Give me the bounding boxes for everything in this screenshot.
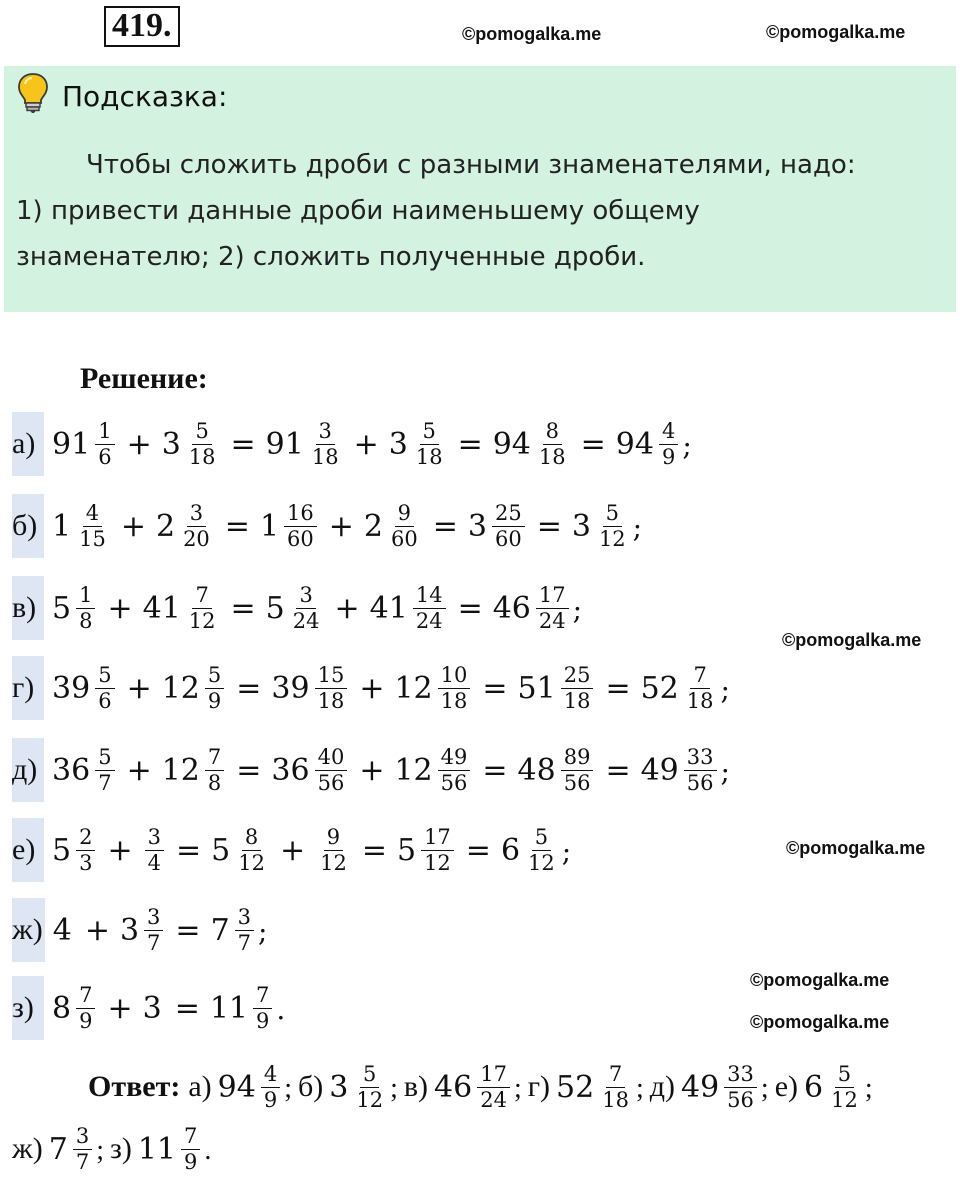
watermark: ©pomogalka.me bbox=[462, 24, 602, 44]
solution-row bbox=[12, 898, 267, 962]
answer-item bbox=[528, 1063, 644, 1110]
denominator: 3 bbox=[79, 850, 93, 875]
fraction bbox=[599, 1063, 632, 1110]
denominator: 12 bbox=[320, 850, 347, 875]
whole-part: 46 bbox=[434, 1069, 473, 1105]
whole-part: 49 bbox=[680, 1069, 720, 1105]
whole-part: 51 bbox=[517, 670, 556, 706]
denominator: 18 bbox=[440, 688, 468, 713]
answer-block bbox=[12, 1056, 952, 1180]
numerator: 4 bbox=[83, 502, 102, 526]
fraction bbox=[525, 826, 558, 873]
fraction bbox=[73, 1125, 92, 1172]
answer-label: ж) bbox=[12, 1132, 43, 1165]
solution-row bbox=[12, 738, 730, 802]
row-label: з) bbox=[12, 976, 44, 1040]
numerator: 4 bbox=[261, 1063, 280, 1087]
operator: = bbox=[230, 590, 256, 626]
solution-title: Решение: bbox=[80, 362, 208, 395]
operator: = bbox=[580, 426, 606, 462]
operator: = bbox=[605, 752, 631, 788]
denominator: 7 bbox=[147, 930, 161, 955]
numerator: 14 bbox=[413, 584, 446, 608]
numerator: 33 bbox=[684, 746, 717, 770]
whole-part: 48 bbox=[517, 752, 556, 788]
answer-item bbox=[404, 1063, 522, 1110]
denominator: 56 bbox=[686, 770, 714, 795]
numerator: 17 bbox=[477, 1063, 510, 1087]
fraction bbox=[145, 826, 164, 873]
expression bbox=[52, 826, 571, 873]
whole-part: 36 bbox=[271, 752, 310, 788]
row-label: б) bbox=[12, 494, 44, 558]
operator: = bbox=[174, 990, 200, 1026]
numerator: 8 bbox=[242, 826, 261, 850]
punctuation: ; bbox=[760, 1072, 769, 1104]
whole-part: 2 bbox=[363, 508, 383, 544]
denominator: 9 bbox=[661, 444, 676, 469]
whole-part: 12 bbox=[161, 670, 200, 706]
fraction bbox=[95, 420, 114, 467]
numerator: 5 bbox=[835, 1063, 854, 1087]
whole-part: 12 bbox=[161, 752, 200, 788]
expression bbox=[52, 664, 730, 711]
expression bbox=[52, 584, 582, 631]
operator: + bbox=[353, 426, 379, 462]
operator: + bbox=[126, 426, 152, 462]
fraction bbox=[413, 420, 446, 467]
denominator: 12 bbox=[356, 1087, 384, 1112]
denominator: 56 bbox=[440, 770, 468, 795]
whole-part: 41 bbox=[369, 590, 408, 626]
numerator: 5 bbox=[95, 746, 114, 770]
numerator: 2 bbox=[76, 826, 95, 850]
fraction bbox=[290, 584, 323, 631]
whole-part: 3 bbox=[467, 508, 487, 544]
fraction bbox=[536, 584, 569, 631]
whole-part: 3 bbox=[329, 1069, 349, 1105]
fraction bbox=[76, 826, 95, 873]
hint-line: Чтобы сложить дроби с разными знаменателями, надо: bbox=[86, 150, 856, 180]
numerator: 40 bbox=[315, 746, 348, 770]
operator: = bbox=[361, 832, 387, 868]
operator: = bbox=[536, 508, 562, 544]
operator: = bbox=[457, 590, 483, 626]
watermark: ©pomogalka.me bbox=[786, 838, 926, 858]
denominator: 12 bbox=[831, 1087, 858, 1112]
punctuation: . bbox=[204, 1134, 212, 1166]
whole-part: 5 bbox=[265, 590, 285, 626]
denominator: 9 bbox=[256, 1008, 270, 1033]
row-label: ж) bbox=[12, 898, 45, 962]
numerator: 7 bbox=[253, 984, 272, 1008]
operator: = bbox=[236, 752, 262, 788]
numerator: 49 bbox=[438, 746, 471, 770]
whole-part: 6 bbox=[804, 1069, 824, 1105]
answer-label: а) bbox=[188, 1070, 212, 1103]
fraction bbox=[315, 664, 348, 711]
operator: = bbox=[224, 508, 250, 544]
operator: = bbox=[465, 832, 491, 868]
punctuation: . bbox=[276, 992, 286, 1026]
whole-part: 3 bbox=[571, 508, 591, 544]
numerator: 3 bbox=[235, 906, 254, 930]
numerator: 8 bbox=[543, 420, 562, 444]
expression bbox=[52, 984, 285, 1031]
solution-row bbox=[12, 412, 692, 476]
fraction bbox=[284, 502, 317, 549]
denominator: 60 bbox=[287, 526, 314, 551]
answer-title: Ответ: bbox=[88, 1070, 181, 1103]
denominator: 9 bbox=[79, 1008, 93, 1033]
fraction bbox=[413, 584, 446, 631]
fraction bbox=[205, 664, 224, 711]
expression bbox=[52, 746, 730, 793]
whole-part: 5 bbox=[211, 832, 231, 868]
numerator: 5 bbox=[603, 502, 622, 526]
whole-part: 3 bbox=[142, 990, 162, 1026]
fraction bbox=[76, 584, 95, 631]
task-number-box: 419. bbox=[104, 6, 180, 47]
denominator: 18 bbox=[538, 444, 566, 469]
fraction bbox=[309, 420, 342, 467]
whole-part: 7 bbox=[210, 912, 230, 948]
denominator: 12 bbox=[528, 850, 555, 875]
row-label: д) bbox=[12, 738, 44, 802]
lightbulb-icon bbox=[16, 72, 50, 114]
denominator: 9 bbox=[263, 1087, 278, 1112]
punctuation: ; bbox=[635, 1072, 644, 1104]
fraction bbox=[421, 826, 454, 873]
fraction bbox=[684, 746, 717, 793]
punctuation: ; bbox=[720, 754, 730, 788]
operator: + bbox=[279, 832, 306, 868]
numerator: 3 bbox=[144, 906, 163, 930]
row-label: в) bbox=[12, 576, 44, 640]
whole-part: 5 bbox=[52, 832, 72, 868]
punctuation: ; bbox=[720, 672, 730, 706]
numerator: 9 bbox=[395, 502, 414, 526]
punctuation: ; bbox=[284, 1072, 292, 1104]
whole-part: 1 bbox=[259, 508, 280, 544]
numerator: 17 bbox=[536, 584, 569, 608]
denominator: 18 bbox=[563, 688, 591, 713]
operator: = bbox=[605, 670, 631, 706]
whole-part: 6 bbox=[500, 832, 521, 868]
operator: + bbox=[126, 752, 152, 788]
answer-line bbox=[12, 1118, 952, 1180]
numerator: 16 bbox=[284, 502, 317, 526]
denominator: 6 bbox=[98, 688, 112, 713]
fraction bbox=[261, 1063, 280, 1110]
solution-row bbox=[12, 976, 285, 1040]
numerator: 1 bbox=[76, 584, 95, 608]
fraction bbox=[317, 826, 350, 873]
whole-part: 39 bbox=[271, 670, 310, 706]
operator: + bbox=[126, 670, 152, 706]
fraction bbox=[659, 420, 678, 467]
expression bbox=[53, 906, 268, 953]
fraction bbox=[684, 664, 717, 711]
denominator: 56 bbox=[563, 770, 591, 795]
operator: = bbox=[175, 912, 201, 948]
fraction bbox=[95, 746, 114, 793]
denominator: 9 bbox=[184, 1149, 198, 1174]
denominator: 7 bbox=[98, 770, 112, 795]
task-number bbox=[104, 6, 180, 47]
denominator: 7 bbox=[237, 930, 252, 955]
operator: + bbox=[334, 590, 360, 626]
fraction bbox=[315, 746, 348, 793]
answer-line bbox=[12, 1056, 952, 1118]
watermark: ©pomogalka.me bbox=[782, 630, 922, 650]
numerator: 5 bbox=[360, 1063, 379, 1087]
whole-part: 11 bbox=[137, 1131, 176, 1167]
row-label: е) bbox=[12, 818, 44, 882]
fraction bbox=[235, 906, 254, 953]
fraction bbox=[76, 984, 95, 1031]
numerator: 17 bbox=[421, 826, 454, 850]
whole-part: 91 bbox=[265, 426, 304, 462]
numerator: 7 bbox=[690, 664, 709, 688]
hint-title: Подсказка: bbox=[62, 80, 228, 113]
solution-row bbox=[12, 494, 642, 558]
operator: + bbox=[107, 990, 133, 1026]
operator: = bbox=[175, 832, 202, 868]
whole-part: 49 bbox=[640, 752, 679, 788]
solution-row bbox=[12, 818, 571, 882]
fraction bbox=[561, 746, 594, 793]
whole-part: 2 bbox=[155, 508, 176, 544]
expression bbox=[52, 502, 642, 549]
hint-line: знаменателю; 2) сложить полученные дроби. bbox=[16, 242, 646, 272]
answer-item bbox=[188, 1063, 292, 1110]
row-label: г) bbox=[12, 656, 44, 720]
whole-part: 12 bbox=[394, 752, 433, 788]
denominator: 18 bbox=[188, 444, 216, 469]
whole-part: 5 bbox=[396, 832, 417, 868]
whole-part: 46 bbox=[492, 590, 531, 626]
answer-label: б) bbox=[297, 1070, 324, 1103]
denominator: 8 bbox=[207, 770, 222, 795]
numerator: 5 bbox=[95, 664, 114, 688]
watermark: ©pomogalka.me bbox=[750, 970, 890, 990]
watermark: ©pomogalka.me bbox=[766, 22, 906, 42]
operator: = bbox=[230, 426, 256, 462]
whole-part: 11 bbox=[209, 990, 249, 1026]
operator: = bbox=[457, 426, 483, 462]
fraction bbox=[536, 420, 569, 467]
punctuation: ; bbox=[682, 428, 692, 462]
denominator: 24 bbox=[480, 1087, 507, 1112]
denominator: 24 bbox=[415, 608, 443, 633]
operator: + bbox=[328, 508, 354, 544]
whole-part: 3 bbox=[119, 912, 140, 948]
punctuation: ; bbox=[258, 914, 268, 948]
operator: = bbox=[482, 752, 508, 788]
fraction bbox=[596, 502, 629, 549]
punctuation: ; bbox=[96, 1134, 104, 1166]
denominator: 12 bbox=[188, 608, 216, 633]
punctuation: ; bbox=[513, 1072, 522, 1104]
denominator: 9 bbox=[207, 688, 222, 713]
answer-item bbox=[12, 1125, 104, 1172]
numerator: 7 bbox=[606, 1063, 625, 1087]
numerator: 7 bbox=[76, 984, 95, 1008]
numerator: 3 bbox=[73, 1125, 92, 1149]
denominator: 15 bbox=[79, 526, 106, 551]
numerator: 9 bbox=[324, 826, 343, 850]
expression bbox=[52, 420, 692, 467]
denominator: 20 bbox=[183, 526, 210, 551]
answer-item bbox=[110, 1125, 211, 1172]
denominator: 6 bbox=[98, 444, 112, 469]
fraction bbox=[477, 1063, 510, 1110]
whole-part: 91 bbox=[52, 426, 91, 462]
whole-part: 94 bbox=[615, 426, 654, 462]
operator: + bbox=[107, 832, 133, 868]
numerator: 3 bbox=[316, 420, 335, 444]
denominator: 18 bbox=[415, 444, 443, 469]
denominator: 18 bbox=[311, 444, 339, 469]
numerator: 3 bbox=[187, 502, 206, 526]
answer-label: в) bbox=[403, 1070, 429, 1103]
answer-label: г) bbox=[527, 1070, 551, 1103]
denominator: 12 bbox=[598, 526, 626, 551]
operator: = bbox=[236, 670, 262, 706]
whole-part: 7 bbox=[48, 1131, 68, 1167]
denominator: 12 bbox=[424, 850, 451, 875]
numerator: 10 bbox=[438, 664, 471, 688]
whole-part: 5 bbox=[52, 590, 72, 626]
numerator: 33 bbox=[724, 1063, 757, 1087]
numerator: 1 bbox=[95, 420, 114, 444]
whole-part: 94 bbox=[492, 426, 531, 462]
fraction bbox=[492, 502, 525, 549]
solution-row bbox=[12, 656, 730, 720]
numerator: 3 bbox=[145, 826, 164, 850]
fraction bbox=[76, 502, 109, 549]
denominator: 18 bbox=[602, 1087, 629, 1112]
numerator: 5 bbox=[192, 420, 211, 444]
denominator: 24 bbox=[538, 608, 566, 633]
operator: + bbox=[107, 590, 133, 626]
denominator: 8 bbox=[79, 608, 93, 633]
operator: + bbox=[359, 752, 385, 788]
answer-label: з) bbox=[109, 1132, 132, 1165]
fraction bbox=[388, 502, 421, 549]
numerator: 25 bbox=[492, 502, 525, 526]
denominator: 60 bbox=[391, 526, 418, 551]
operator: + bbox=[84, 912, 110, 948]
fraction bbox=[186, 584, 219, 631]
answer-label: е) bbox=[774, 1070, 798, 1103]
whole-part: 3 bbox=[388, 426, 408, 462]
operator: + bbox=[120, 508, 146, 544]
denominator: 60 bbox=[494, 526, 522, 551]
whole-part: 52 bbox=[640, 670, 679, 706]
answer-item bbox=[775, 1063, 873, 1110]
denominator: 56 bbox=[727, 1087, 754, 1112]
hint-text bbox=[16, 142, 946, 280]
fraction bbox=[144, 906, 163, 953]
punctuation: ; bbox=[390, 1072, 398, 1104]
whole-part: 94 bbox=[217, 1069, 256, 1105]
watermark: ©pomogalka.me bbox=[750, 1012, 890, 1032]
fraction bbox=[438, 664, 471, 711]
row-label: а) bbox=[12, 412, 44, 476]
fraction bbox=[205, 746, 224, 793]
numerator: 7 bbox=[192, 584, 211, 608]
punctuation: ; bbox=[632, 510, 643, 544]
denominator: 12 bbox=[238, 850, 265, 875]
whole-part: 12 bbox=[394, 670, 433, 706]
denominator: 24 bbox=[292, 608, 320, 633]
whole-part: 8 bbox=[52, 990, 72, 1026]
numerator: 7 bbox=[181, 1125, 200, 1149]
fraction bbox=[561, 664, 594, 711]
whole-part: 52 bbox=[556, 1069, 595, 1105]
numerator: 5 bbox=[205, 664, 224, 688]
fraction bbox=[235, 826, 268, 873]
solution-row bbox=[12, 576, 582, 640]
denominator: 4 bbox=[147, 850, 161, 875]
whole-part: 36 bbox=[52, 752, 91, 788]
punctuation: ; bbox=[561, 834, 572, 868]
punctuation: ; bbox=[572, 592, 583, 626]
fraction bbox=[186, 420, 219, 467]
fraction bbox=[95, 664, 114, 711]
fraction bbox=[438, 746, 471, 793]
fraction bbox=[828, 1063, 861, 1110]
answer-label: д) bbox=[649, 1070, 675, 1103]
numerator: 7 bbox=[205, 746, 224, 770]
operator: = bbox=[432, 508, 458, 544]
answer-item bbox=[650, 1063, 769, 1110]
fraction bbox=[724, 1063, 757, 1110]
whole-part: 41 bbox=[142, 590, 181, 626]
operator: = bbox=[482, 670, 508, 706]
fraction bbox=[353, 1063, 386, 1110]
denominator: 18 bbox=[317, 688, 345, 713]
fraction bbox=[180, 502, 213, 549]
whole-part: 39 bbox=[52, 670, 91, 706]
fraction bbox=[253, 984, 272, 1031]
whole-part: 4 bbox=[52, 912, 72, 948]
fraction bbox=[181, 1125, 200, 1172]
denominator: 7 bbox=[75, 1149, 90, 1174]
operator: + bbox=[359, 670, 385, 706]
whole-part: 3 bbox=[161, 426, 181, 462]
whole-part: 1 bbox=[52, 508, 72, 544]
numerator: 4 bbox=[659, 420, 678, 444]
hint-line: 1) привести данные дроби наименьшему общему bbox=[16, 196, 700, 226]
numerator: 15 bbox=[315, 664, 348, 688]
denominator: 56 bbox=[317, 770, 345, 795]
numerator: 3 bbox=[296, 584, 315, 608]
numerator: 25 bbox=[561, 664, 594, 688]
punctuation: ; bbox=[864, 1072, 873, 1104]
numerator: 5 bbox=[532, 826, 551, 850]
denominator: 18 bbox=[686, 688, 714, 713]
numerator: 89 bbox=[561, 746, 594, 770]
answer-item bbox=[298, 1063, 398, 1110]
numerator: 5 bbox=[420, 420, 439, 444]
